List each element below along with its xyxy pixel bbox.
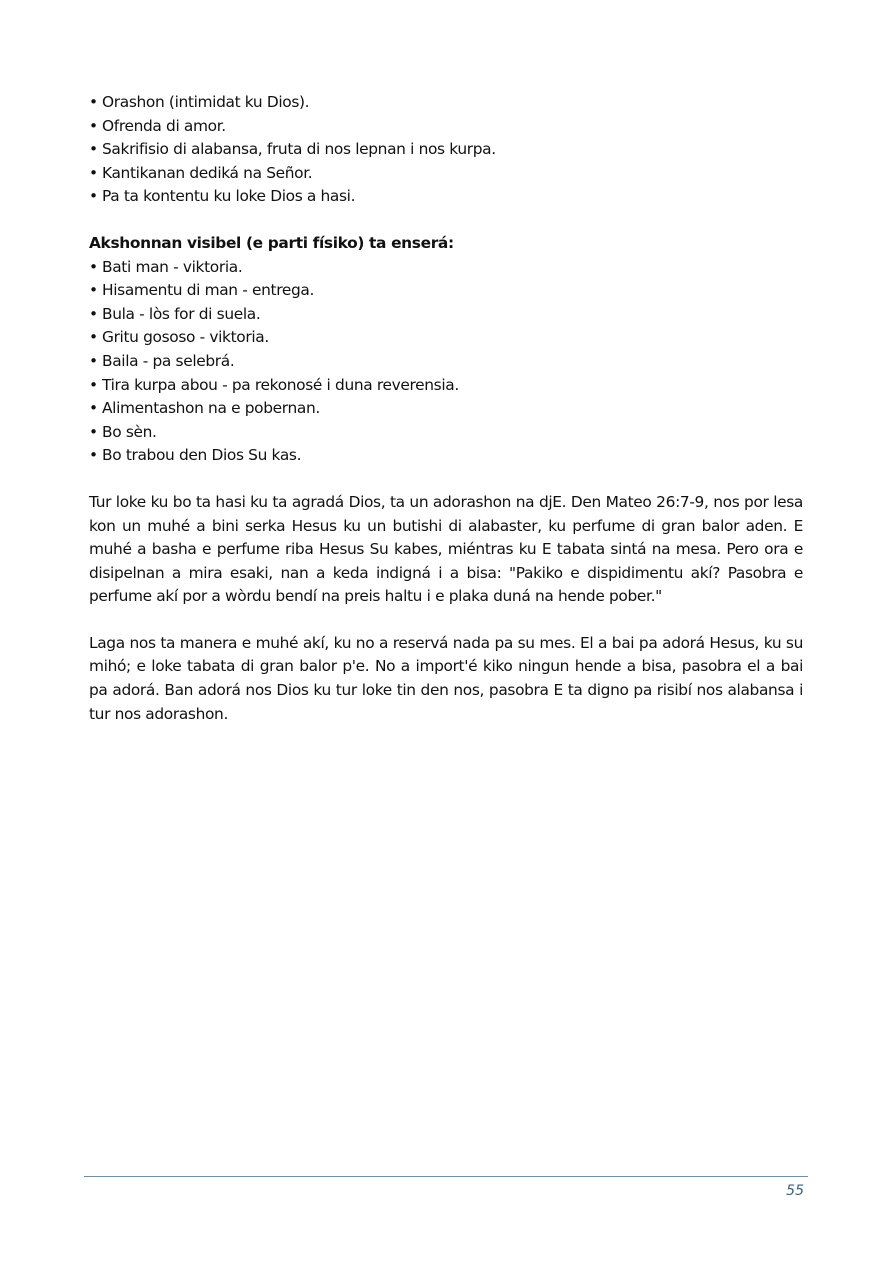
bullet-icon: • bbox=[89, 446, 98, 465]
paragraph-mateo: Tur loke ku bo ta hasi ku ta agradá Dios, ta un adorashon na djE. Den Mateo 26:7-9, nos por lesa kon un muhé a bini serka Hesus ku un butishi di alabaster, ku perfume di gran balor aden. E muhé a basha e perfume riba Hesus Su kabes, miéntras ku E tabata sintá na mesa. Pero ora e disipelnan a mira esaki, nan a keda indigná i a bisa: "Pakiko e dispidimentu akí? Pasobra e perfume akí por a wòrdu bendí na preis haltu i e plaka duná na hende pober." bbox=[89, 492, 803, 606]
worship-list bbox=[89, 91, 803, 209]
list-item bbox=[89, 256, 803, 280]
list-item bbox=[89, 326, 803, 350]
page-content bbox=[89, 91, 803, 726]
list-item-text: Bo sèn. bbox=[102, 422, 157, 441]
list-item-text: Baila - pa selebrá. bbox=[102, 351, 235, 370]
list-item-text: Ofrenda di amor. bbox=[102, 116, 226, 135]
list-item-text: Alimentashon na e pobernan. bbox=[102, 399, 320, 418]
actions-heading: Akshonnan visibel (e parti físiko) ta enserá: bbox=[89, 233, 454, 252]
bullet-icon: • bbox=[89, 422, 98, 441]
list-item-text: Kantikanan dediká na Señor. bbox=[102, 163, 313, 182]
list-item-text: Hisamentu di man - entrega. bbox=[102, 281, 315, 300]
bullet-icon: • bbox=[89, 375, 98, 394]
list-item bbox=[89, 444, 803, 468]
list-item-text: Bo trabou den Dios Su kas. bbox=[102, 446, 302, 465]
bullet-icon: • bbox=[89, 351, 98, 370]
list-item bbox=[89, 421, 803, 445]
paragraph-laga-nos: Laga nos ta manera e muhé akí, ku no a reservá nada pa su mes. El a bai pa adorá Hesus, ku su mihó; e loke tabata di gran balor p'e. No a import'é kiko ningun hende a bisa, pasobra el a bai pa adorá. Ban adorá nos Dios ku tur loke tin den nos, pasobra E ta digno pa risibí nos alabansa i tur nos adorashon. bbox=[89, 633, 803, 723]
bullet-icon: • bbox=[89, 304, 98, 323]
list-item bbox=[89, 138, 803, 162]
list-item bbox=[89, 374, 803, 398]
list-item bbox=[89, 397, 803, 421]
bullet-icon: • bbox=[89, 116, 98, 135]
list-item-text: Tira kurpa abou - pa rekonosé i duna reverensia. bbox=[102, 375, 459, 394]
list-item-text: Gritu gososo - viktoria. bbox=[102, 328, 269, 347]
list-item-text: Sakrifisio di alabansa, fruta di nos lepnan i nos kurpa. bbox=[102, 140, 496, 159]
list-item-text: Orashon (intimidat ku Dios). bbox=[102, 93, 310, 111]
list-item bbox=[89, 350, 803, 374]
list-item bbox=[89, 185, 803, 209]
page-number: 55 bbox=[786, 1183, 804, 1199]
list-item bbox=[89, 91, 803, 115]
actions-list bbox=[89, 256, 803, 468]
list-item-text: Bati man - viktoria. bbox=[102, 257, 243, 276]
bullet-icon: • bbox=[89, 163, 98, 182]
list-item-text: Bula - lòs for di suela. bbox=[102, 304, 261, 323]
list-item-text: Pa ta kontentu ku loke Dios a hasi. bbox=[102, 187, 356, 206]
list-item bbox=[89, 162, 803, 186]
bullet-icon: • bbox=[89, 399, 98, 418]
footer-divider bbox=[84, 1176, 808, 1177]
list-item bbox=[89, 303, 803, 327]
bullet-icon: • bbox=[89, 281, 98, 300]
list-item bbox=[89, 115, 803, 139]
list-item bbox=[89, 279, 803, 303]
bullet-icon: • bbox=[89, 187, 98, 206]
bullet-icon: • bbox=[89, 93, 98, 111]
bullet-icon: • bbox=[89, 140, 98, 159]
bullet-icon: • bbox=[89, 328, 98, 347]
bullet-icon: • bbox=[89, 257, 98, 276]
